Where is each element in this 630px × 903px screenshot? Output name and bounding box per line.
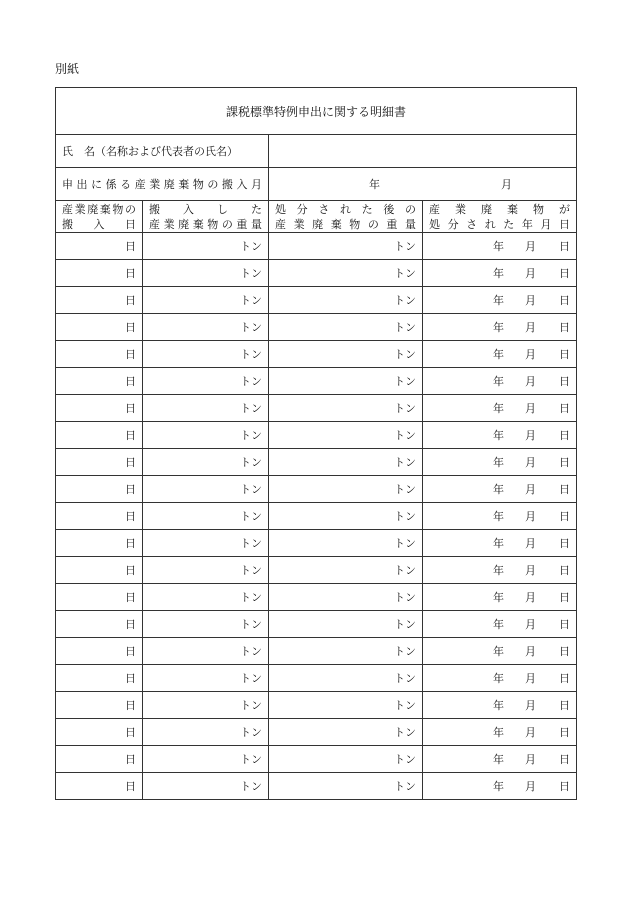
arrival-day-cell[interactable]: 日 (56, 557, 143, 584)
arrival-weight-cell[interactable]: トン (143, 341, 269, 368)
arrival-weight-cell[interactable]: トン (143, 665, 269, 692)
processed-weight-cell[interactable]: トン (269, 611, 423, 638)
arrival-weight-cell[interactable]: トン (143, 773, 269, 800)
arrival-weight-cell[interactable]: トン (143, 557, 269, 584)
name-field[interactable] (269, 135, 577, 168)
arrival-day-cell[interactable]: 日 (56, 422, 143, 449)
processed-weight-cell[interactable]: トン (269, 638, 423, 665)
arrival-day-cell[interactable]: 日 (56, 638, 143, 665)
processed-date-cell[interactable]: 年 月 日 (423, 746, 577, 773)
table-row (56, 368, 577, 395)
header-processed-date: 産 業 廃 棄 物 が 処分された年月日 (423, 201, 577, 233)
arrival-weight-cell[interactable]: トン (143, 449, 269, 476)
processed-date-cell[interactable]: 年 月 日 (423, 314, 577, 341)
processed-date-cell[interactable]: 年 月 日 (423, 422, 577, 449)
table-row (56, 476, 577, 503)
month-field[interactable] (269, 168, 577, 201)
processed-weight-cell[interactable]: トン (269, 557, 423, 584)
arrival-weight-cell[interactable]: トン (143, 530, 269, 557)
table-row (56, 773, 577, 800)
processed-weight-cell[interactable]: トン (269, 584, 423, 611)
processed-date-cell[interactable]: 年 月 日 (423, 692, 577, 719)
processed-date-cell[interactable]: 年 月 日 (423, 287, 577, 314)
arrival-weight-cell[interactable]: トン (143, 692, 269, 719)
arrival-weight-cell[interactable]: トン (143, 233, 269, 260)
arrival-weight-cell[interactable]: トン (143, 638, 269, 665)
table-row (56, 584, 577, 611)
arrival-weight-cell[interactable]: トン (143, 395, 269, 422)
table-row (56, 287, 577, 314)
attachment-label: 別紙 (55, 62, 80, 76)
processed-weight-cell[interactable]: トン (269, 449, 423, 476)
processed-weight-cell[interactable]: トン (269, 341, 423, 368)
arrival-day-cell[interactable]: 日 (56, 287, 143, 314)
header-processed-weight: 処分された後の 産業廃棄物の重量 (269, 201, 423, 233)
processed-date-cell[interactable]: 年 月 日 (423, 665, 577, 692)
table-row (56, 395, 577, 422)
processed-date-cell[interactable]: 年 月 日 (423, 260, 577, 287)
form-title: 課税標準特例申出に関する明細書 (56, 88, 577, 135)
processed-weight-cell[interactable]: トン (269, 260, 423, 287)
arrival-day-cell[interactable]: 日 (56, 584, 143, 611)
arrival-weight-cell[interactable]: トン (143, 368, 269, 395)
arrival-day-cell[interactable]: 日 (56, 395, 143, 422)
processed-date-cell[interactable]: 年 月 日 (423, 773, 577, 800)
table-row (56, 557, 577, 584)
arrival-day-cell[interactable]: 日 (56, 503, 143, 530)
processed-weight-cell[interactable]: トン (269, 368, 423, 395)
name-label: 氏 名（名称および代表者の氏名） (56, 135, 269, 168)
arrival-weight-cell[interactable]: トン (143, 314, 269, 341)
processed-date-cell[interactable]: 年 月 日 (423, 557, 577, 584)
processed-weight-cell[interactable]: トン (269, 665, 423, 692)
statement-table (55, 87, 577, 800)
processed-weight-cell[interactable]: トン (269, 530, 423, 557)
arrival-day-cell[interactable]: 日 (56, 476, 143, 503)
processed-weight-cell[interactable]: トン (269, 314, 423, 341)
processed-weight-cell[interactable]: トン (269, 233, 423, 260)
arrival-day-cell[interactable]: 日 (56, 719, 143, 746)
processed-weight-cell[interactable]: トン (269, 746, 423, 773)
processed-weight-cell[interactable]: トン (269, 503, 423, 530)
processed-weight-cell[interactable]: トン (269, 719, 423, 746)
arrival-day-cell[interactable]: 日 (56, 530, 143, 557)
processed-date-cell[interactable]: 年 月 日 (423, 395, 577, 422)
month-label: 申出に係る産業廃棄物の搬入月 (56, 168, 269, 201)
processed-weight-cell[interactable]: トン (269, 422, 423, 449)
arrival-day-cell[interactable]: 日 (56, 746, 143, 773)
arrival-day-cell[interactable]: 日 (56, 611, 143, 638)
processed-weight-cell[interactable]: トン (269, 692, 423, 719)
arrival-weight-cell[interactable]: トン (143, 746, 269, 773)
table-row (56, 341, 577, 368)
arrival-weight-cell[interactable]: トン (143, 260, 269, 287)
table-row (56, 746, 577, 773)
processed-date-cell[interactable]: 年 月 日 (423, 584, 577, 611)
processed-date-cell[interactable]: 年 月 日 (423, 719, 577, 746)
arrival-weight-cell[interactable]: トン (143, 611, 269, 638)
table-row (56, 314, 577, 341)
table-row (56, 503, 577, 530)
arrival-weight-cell[interactable]: トン (143, 503, 269, 530)
table-row (56, 260, 577, 287)
table-row (56, 422, 577, 449)
processed-date-cell[interactable]: 年 月 日 (423, 638, 577, 665)
arrival-day-cell[interactable]: 日 (56, 665, 143, 692)
table-row (56, 611, 577, 638)
processed-date-cell[interactable]: 年 月 日 (423, 530, 577, 557)
arrival-weight-cell[interactable]: トン (143, 422, 269, 449)
table-row (56, 665, 577, 692)
processed-date-cell[interactable]: 年 月 日 (423, 341, 577, 368)
arrival-weight-cell[interactable]: トン (143, 719, 269, 746)
table-row (56, 638, 577, 665)
arrival-day-cell[interactable]: 日 (56, 233, 143, 260)
processed-date-cell[interactable]: 年 月 日 (423, 476, 577, 503)
header-arrival-weight: 搬 入 し た 産業廃棄物の重量 (143, 201, 269, 233)
processed-date-cell[interactable]: 年 月 日 (423, 368, 577, 395)
arrival-day-cell[interactable]: 日 (56, 341, 143, 368)
table-row (56, 530, 577, 557)
processed-date-cell[interactable]: 年 月 日 (423, 503, 577, 530)
arrival-weight-cell[interactable]: トン (143, 287, 269, 314)
arrival-day-cell[interactable]: 日 (56, 773, 143, 800)
arrival-day-cell[interactable]: 日 (56, 260, 143, 287)
table-row (56, 233, 577, 260)
arrival-weight-cell[interactable]: トン (143, 584, 269, 611)
processed-date-cell[interactable]: 年 月 日 (423, 611, 577, 638)
processed-date-cell[interactable]: 年 月 日 (423, 449, 577, 476)
arrival-weight-cell[interactable]: トン (143, 476, 269, 503)
processed-date-cell[interactable]: 年 月 日 (423, 233, 577, 260)
table-row (56, 692, 577, 719)
header-arrival-date: 産業廃棄物の 搬 入 日 (56, 201, 143, 233)
processed-weight-cell[interactable]: トン (269, 773, 423, 800)
processed-weight-cell[interactable]: トン (269, 395, 423, 422)
processed-weight-cell[interactable]: トン (269, 287, 423, 314)
year-unit: 年 (369, 178, 380, 191)
arrival-day-cell[interactable]: 日 (56, 368, 143, 395)
arrival-day-cell[interactable]: 日 (56, 692, 143, 719)
processed-weight-cell[interactable]: トン (269, 476, 423, 503)
table-row (56, 449, 577, 476)
arrival-day-cell[interactable]: 日 (56, 449, 143, 476)
table-row (56, 719, 577, 746)
month-unit: 月 (501, 178, 512, 191)
arrival-day-cell[interactable]: 日 (56, 314, 143, 341)
